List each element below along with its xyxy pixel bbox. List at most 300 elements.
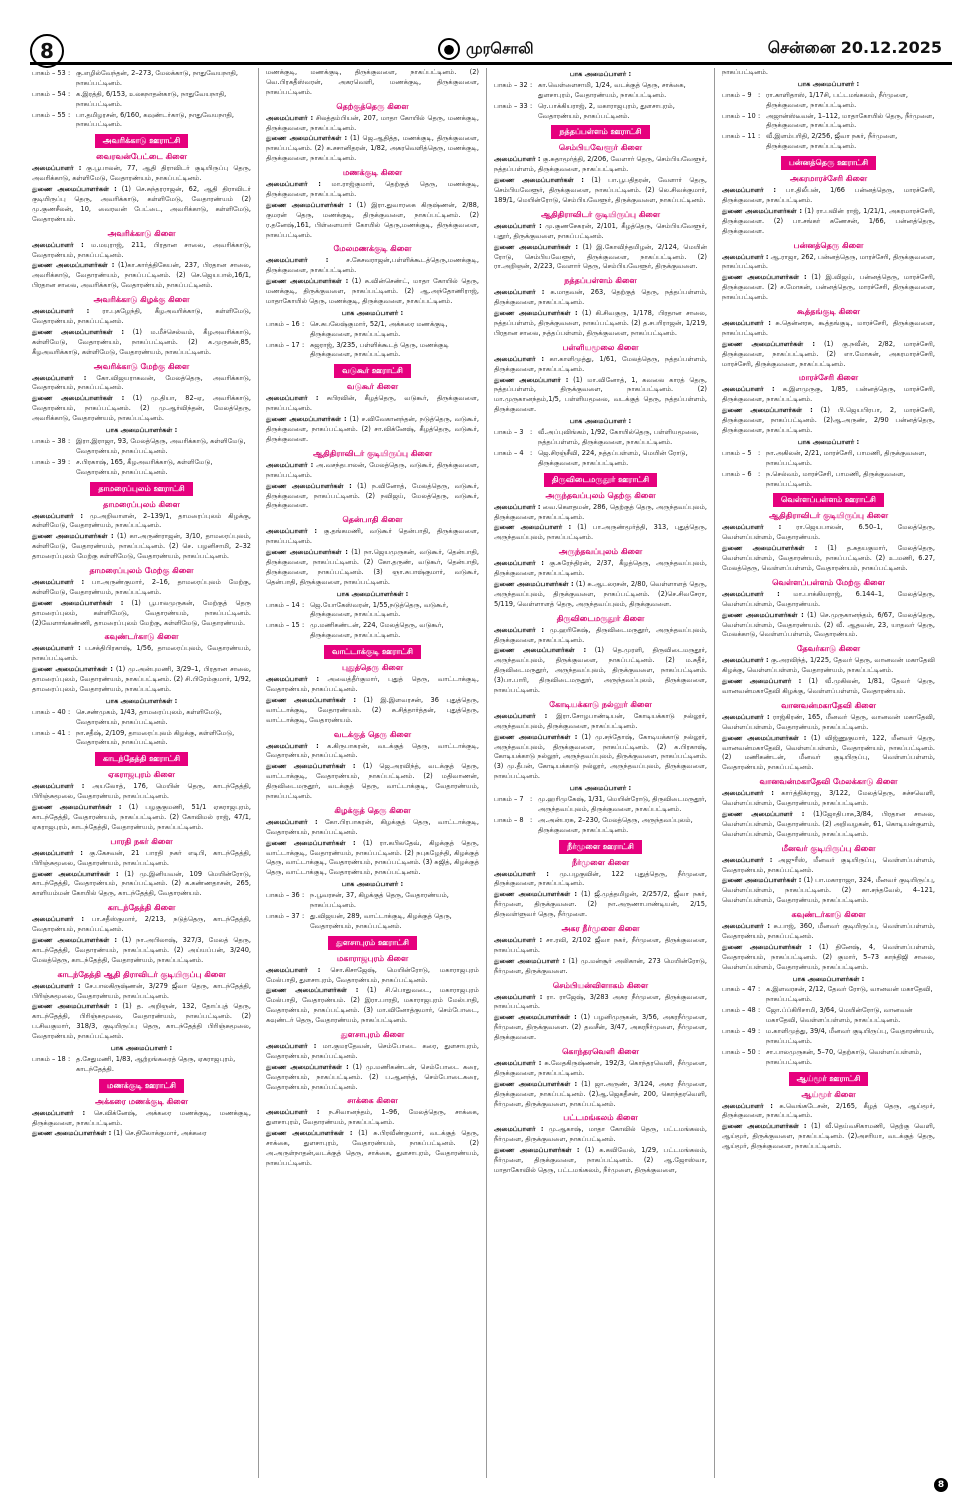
booth-details: அ.அன்பரசு, 2–230, மேலத்தெரு, அருந்தவப்புலம், திருக்குவளை, நாகப்பட்டினம். bbox=[538, 815, 693, 834]
member-details: (1) ரா.கபிலதேவ், கிழக்குத் தெரு, வாட்டாக்குடி, வேதாரண்யம், நாகப்பட்டினம். (2) நபுகழேந்தி, கிழக்குத் தெரு, வாட்டாக்குடி, வேதாரண்யம், நாகப்பட்டினம். (3) சுஜித், கிழக்குத் தெரு, வாட்டாக்குடி, வேதாரண்யம், நாகப்பட்டினம். bbox=[266, 838, 479, 877]
booth-number: பாகம் – 50 bbox=[722, 1047, 756, 1056]
role-label: அமைப்பாளர் : bbox=[722, 922, 770, 931]
column-4 bbox=[714, 68, 942, 1478]
member-entry bbox=[32, 1002, 251, 1042]
section-banner: அவரிக்காடு ஊராட்சி bbox=[95, 134, 189, 148]
separator: : bbox=[758, 1047, 761, 1056]
role-label: அமைப்பாளர் : bbox=[494, 221, 542, 230]
branch-heading: அவரிக்காடு கிளை bbox=[107, 228, 176, 238]
member-details: பா.சதீஸ்குமார், 2/213, நடுத்தெரு, காடந்தேத்தி, வேதாரண்யம், நாகப்பட்டினம். bbox=[32, 915, 251, 934]
booth-entry bbox=[494, 795, 707, 815]
member-entry bbox=[32, 936, 251, 966]
member-entry bbox=[494, 1080, 707, 1110]
separator: : bbox=[302, 891, 305, 900]
member-entry bbox=[32, 578, 251, 598]
booth-details: ரெ.பாக்கியராஜ், 2, மகாராஜபுரம், துளசாபுரம், வேதாரண்யம், நாகப்பட்டினம். bbox=[538, 101, 675, 120]
member-details: மா.பாக்கியராஜ், 6.144–1, மேலத்தெரு, வெள்ளப்பள்ளம், வேதாரண்யம். bbox=[722, 589, 935, 608]
booth-entry bbox=[722, 449, 935, 469]
member-details: சிலத்தம்பியன், 207, மாதா கோயில் தெரு, மணக்குடி, திருக்குவளை, நாகப்பட்டினம். bbox=[266, 113, 479, 132]
separator: : bbox=[68, 69, 71, 77]
member-details: கோ.பிரபாகரன், கிழக்குத் தெரு, வாட்டாக்குடி, வேதாரண்யம், நாகப்பட்டினம். bbox=[266, 817, 479, 836]
role-label: அமைப்பாளர் : bbox=[722, 712, 770, 721]
booth-details: வீ.அப்புவிங்கம், 1/92, கோயில்தெரு, பள்ளியமூலை, நத்தப்பள்ளம், திருக்குவளை, நாகப்பட்டினம். bbox=[538, 428, 699, 446]
member-entry bbox=[266, 114, 479, 134]
booth-entry bbox=[722, 1006, 935, 1026]
member-entry bbox=[722, 677, 935, 697]
separator: : bbox=[68, 728, 71, 737]
booth-details: ந.பூவரசன், 37, கிழக்குத் தெரு, வேதாரண்யம், நாகப்பட்டினம். bbox=[310, 891, 449, 909]
separator: : bbox=[68, 457, 71, 466]
member-details: ந.சிவானந்தம், 1–96, மேலத்தெரு, சாக்கை, துளசாபுரம், வேதாரண்யம், நாகப்பட்டினம். bbox=[266, 1108, 479, 1127]
member-details: சா.ரவி, 2/102 ஜீவா நகர், நீர்முளை, திருக்குவளை, நாகப்பட்டினம். bbox=[494, 936, 707, 954]
role-label: அமைப்பாளர் : bbox=[722, 589, 780, 598]
member-entry bbox=[266, 742, 479, 762]
booth-entry bbox=[494, 449, 707, 469]
group-label: பாக அமைப்பாளர் : bbox=[110, 1044, 173, 1053]
separator: : bbox=[758, 132, 761, 141]
role-label: துணை அமைப்பாளர்கள் : bbox=[32, 598, 124, 607]
booth-details: ச.பிரகாஷ், 165, கீழஅவரிக்காடு, கள்ளிமேடு, வேதாரண்யம், நாகப்பட்டினம். bbox=[76, 457, 213, 476]
member-entry bbox=[494, 712, 707, 732]
section-banner: வெள்ளப்பள்ளம் ஊராட்சி bbox=[773, 493, 884, 507]
member-entry bbox=[266, 201, 479, 241]
branch-heading: அருந்தவப்புலம் தெற்கு கிளை bbox=[545, 490, 656, 500]
role-label: துணை அமைப்பாளர்கள் : bbox=[266, 1129, 353, 1138]
role-label: அமைப்பாளர் : bbox=[494, 1059, 542, 1068]
member-details: நாகப்பட்டினம். bbox=[722, 68, 768, 76]
branch-heading: செம்பியன்விளாகம் கிளை bbox=[552, 980, 649, 990]
member-entry bbox=[722, 544, 935, 574]
section-banner: நீர்முளை ஊராட்சி bbox=[559, 840, 642, 854]
member-entry bbox=[32, 1129, 251, 1139]
booth-details: ஜோ.ப்ப்கிரிசாமி, 3/64, மெயின்ரோடு, வானவன் மகாதேவி, வெள்ளப்பள்ளம், நாகப்பட்டினம். bbox=[766, 1006, 913, 1025]
member-entry bbox=[494, 222, 707, 242]
member-details: (1) ம.மீச்செல்வம், கீழஅவரிக்காடு, கள்ளிமேடு, வேதாரண்யம், நாகப்பட்டினம். (2) க.முருகன்,85, கீழஅவரிக்காடு, கள்ளிமேடு, வேதாரண்யம், நாகப்பட்டினம். bbox=[32, 327, 251, 356]
group-label: பாக அமைப்பாளர்கள் : bbox=[792, 974, 865, 983]
member-details: (1) ச.விவேகானந்தன், நடுத்தெரு, வடுகூர், திருக்குவளை, நாகப்பட்டினம். (2) சா.விக்னேஷ், கீழத்தெரு, வடுகூர், திருக்குவளை. bbox=[266, 415, 479, 443]
role-label: துணை அமைப்பாளர்கள் : bbox=[722, 206, 802, 215]
role-label: துணை அமைப்பாளர்கள் : bbox=[32, 803, 122, 812]
branch-heading: தாமரைப்புலம் கிளை bbox=[103, 499, 180, 509]
role-label: அமைப்பாளர் : bbox=[494, 936, 543, 944]
member-details: மா.ராஜ்குமார், தெற்குத் தெரு, மணக்குடி, திருக்குவளை, நாகப்பட்டினம். bbox=[266, 180, 479, 199]
booth-number: பாகம் – 55 bbox=[32, 110, 66, 119]
member-details: சொ.கிசாஜேஷ், மெயின்ரோடு, மகாராஜபுரம் மேல்பாதி, துளசாபுரம், வேதாரண்யம், நாகப்பட்டினம். bbox=[266, 965, 479, 984]
role-label: துணை அமைப்பாளர்கள் : bbox=[32, 532, 114, 541]
member-details: (1) ஜீ.முத்தமிழன், 2/257/2, ஜீவா நகர், நீர்முளை, திருக்குவளை. (2) நா.அருணாபாண்டியன், 2/15, திருவள்ளுவர் தெரு, நீர்முளை. bbox=[494, 890, 707, 919]
separator: : bbox=[758, 1027, 761, 1036]
role-label: துணை அமைப்பாளர்கள் : bbox=[32, 1129, 112, 1138]
role-label: அமைப்பாளர் : bbox=[32, 577, 85, 586]
member-entry bbox=[32, 782, 251, 802]
separator: : bbox=[68, 436, 71, 445]
separator: : bbox=[530, 80, 533, 89]
member-details: (1) வீ.தெய்வசிகாமணி, தெற்கு வெளி, ஆய்மூர், திருக்குவளை, நாகப்பட்டினம். (2)அசரியா, வடக்குத் தெரு, ஆய்மூர், திருக்குவளை, நாகப்பட்டினம். bbox=[722, 1122, 935, 1151]
member-details: (1) ஜெ.அரவிந்த், வடக்குத் தெரு, வாட்டாக்குடி, வேதாரண்யம், நாகப்பட்டினம். (2) மதிவாணன், திருவிடைமருதூர், வடக்குத் தெரு, வாட்டாக்குடி, வேதாரண்யம், நாகப்பட்டினம். bbox=[266, 762, 479, 800]
member-entry bbox=[722, 922, 935, 942]
role-label: அமைப்பாளர் : bbox=[494, 288, 545, 297]
member-details: கு.தங்கமணி, வடுகூர் தென்பாதி, திருக்குவளை, நாகப்பட்டினம். bbox=[266, 527, 479, 546]
member-details: சு.பாஜ், 360, மீனவர் குடியிருப்பு, வெள்ளப்பள்ளம், வேதாரண்யம், நாகப்பட்டினம். bbox=[722, 922, 935, 940]
member-entry bbox=[722, 943, 935, 973]
role-label: துணை அமைப்பாளர்கள் : bbox=[722, 942, 812, 951]
member-entry bbox=[266, 256, 479, 276]
member-details: சே.பாலகிருஷ்ணன், 3/279 ஜீவா தெரு, காடந்தேத்தி, பிரிஞ்சுமூலை, வேதாரண்யம், நாகப்பட்டினம். bbox=[32, 981, 251, 1000]
member-entry bbox=[722, 186, 935, 206]
member-details: (1) பா.பூபதிதரன், வேளார் தெரு, செம்பியவேளூர், திருக்குவளை, நாகப்பட்டினம். (2) லெ.சிவக்குமார், 189/1, மெயின்ரோடு, செம்பியவேளூர், திருக்குவளை, நாகப்பட்டினம். bbox=[494, 176, 707, 205]
role-label: அமைப்பாளர் : bbox=[722, 252, 769, 261]
masthead bbox=[0, 0, 972, 64]
branch-heading: கொந்தரவெளி கிளை bbox=[562, 1047, 639, 1057]
role-label: அமைப்பாளர் : bbox=[266, 180, 321, 189]
booth-entry bbox=[32, 69, 251, 89]
member-details: (1) த.சுதயகுமார், மேலத்தெரு, வெள்ளப்பள்ளம், வேதாரண்யம், நாகப்பட்டினம். (2) உ.மணி, 6.27, மேலத்தெரு, வெள்ளப்பள்ளம், வேதாரண்யம், நாகப்பட்டினம். bbox=[722, 544, 935, 572]
member-entry bbox=[494, 243, 707, 273]
booth-entry bbox=[722, 1048, 935, 1068]
member-details: மு.அறிவாளன், 2–139/1, தாமரைப்புலம் கிழக்கு, கள்ளிமேடு, வேதாரண்யம், நாகப்பட்டினம். bbox=[32, 511, 251, 530]
booth-details: து.விஜயன், 289, வாட்டாக்குடி, கிழக்குத் தெரு, வேதாரண்யம், நாகப்பட்டினம். bbox=[310, 911, 452, 930]
member-entry bbox=[494, 870, 707, 890]
role-label: துணை அமைப்பாளர்கள் : bbox=[266, 1062, 349, 1071]
member-details: க.இளமுருகு, 1/85, பன்னத்தெரு, மாரச்சேரி, திருக்குவளை, நாகப்பட்டினம். bbox=[722, 385, 935, 404]
member-details: (1) இ.கோவிந்தமிழன், 2/124, மெயின் ரோடு, செம்பியவேளூர், திருக்குவளை, நாகப்பட்டினம். (2) ரா.அறிஞன், 2/223, வேளார் தெரு, செம்பியவேளூர், திருக்குவளை. bbox=[494, 242, 707, 271]
branch-heading: பாரதி நகர் கிளை bbox=[110, 836, 173, 846]
role-label: அமைப்பாளர் : bbox=[266, 965, 321, 974]
member-entry bbox=[266, 1108, 479, 1128]
member-entry bbox=[494, 288, 707, 308]
branch-heading: மேலமணக்குடி கிளை bbox=[333, 244, 412, 254]
booth-number: பாகம் – 4 bbox=[494, 448, 524, 457]
branch-heading: காடந்தேத்தி ஆதி திராவிடர் குடியிருப்பு கிளை bbox=[57, 969, 226, 979]
separator: : bbox=[530, 448, 533, 457]
booth-details: இரா.இராஜா, 93, மேலத்தெரு, அவரிக்காடு, கள்ளிமேடு, வேதாரண்யம், நாகப்பட்டினம். bbox=[76, 436, 246, 455]
branch-heading: நத்தப்பள்ளம் கிளை bbox=[564, 276, 637, 286]
member-details: மணக்குடி, மணக்குடி, திருக்குவளை, நாகப்பட்டினம். (2) வெ.பிரகதீஸ்வரன், அகரவெளி, மணக்குடி, திருக்குவளை, நாகப்பட்டினம். bbox=[266, 68, 479, 96]
member-entry bbox=[32, 803, 251, 833]
role-label: துணை அமைப்பாளர்கள் : bbox=[266, 838, 356, 847]
role-label: துணை அமைப்பாளர்கள் : bbox=[494, 732, 578, 741]
role-label: துணை அமைப்பாளர்கள் : bbox=[266, 548, 348, 557]
role-label: அமைப்பாளர் : bbox=[722, 186, 777, 195]
branch-heading: தெற்குத்தெரு கிளை bbox=[336, 101, 409, 111]
booth-details: வீ.இளம்பரிதி, 2/256, ஜீவா நகர், நீர்முளை, திருக்குவளை, நாகப்பட்டினம். bbox=[766, 132, 898, 151]
member-entry bbox=[722, 406, 935, 436]
separator: : bbox=[758, 985, 761, 994]
role-label: துணை அமைப்பாளர்கள் : bbox=[722, 406, 813, 415]
booth-number: பாகம் – 9 bbox=[722, 90, 752, 99]
booth-entry bbox=[722, 985, 935, 1005]
member-details: (1) கி.சிவகுரு, 1/178, பிரதான சாலை, நத்தப்பள்ளம், திருக்குவளை, நாகப்பட்டினம். (2) த.சபரிராஜன், 1/219, பிரதான சாலை, நத்தப்பள்ளம், திருக்குவளை, நாகப்பட்டினம். bbox=[494, 309, 707, 337]
booth-details: கா.வெள்ளைசாமி, 1/24, வடக்குத் தெரு, சாக்கை, துளசாபுரம், வேதாரண்யம், நாகப்பட்டினம். bbox=[538, 80, 686, 99]
member-details: க.மாதவன், 263, தெற்குத் தெரு, நத்தப்பள்ளம், திருக்குவளை, நாகப்பட்டினம். bbox=[494, 288, 707, 307]
role-label: அமைப்பாளர் : bbox=[266, 113, 314, 122]
booth-entry bbox=[722, 132, 935, 152]
role-label: அமைப்பாளர் : bbox=[266, 256, 329, 265]
section-banner: வாட்டாக்குடி ஊராட்சி bbox=[324, 645, 421, 659]
booth-number: பாகம் – 32 bbox=[494, 80, 528, 89]
role-label: அமைப்பாளர் : bbox=[32, 240, 84, 249]
member-details: (1) பழகுகுமணி, 51/1 ஏகராஜபுரம், காடந்தேத்தி, வேதாரண்யம், நாகப்பட்டினம். (2) கோவிமல் ராஜ், 47/1, ஏகராஜபுரம், காடந்தேத்தி, வேதாரண்யம், நாகப்பட்டினம். bbox=[32, 803, 251, 831]
member-entry bbox=[722, 611, 935, 641]
role-label: துணை அமைப்பாளர்கள் : bbox=[266, 762, 356, 771]
role-label: அமைப்பாளர் : bbox=[266, 1108, 320, 1117]
member-entry bbox=[32, 665, 251, 695]
member-details: (1) சி.பொதுவடை, மகாராஜபுரம் மேல்பாதி, வேதாரண்யம். (2) இரா.பாரதி, மகாராஜபுரம் மேல்பாதி, வேதாரண்யம், நாகப்பட்டினம். (3) மா.வினோத்குமார், செம்போடை, கவுண்டர் தெரு, வேதாரண்யம், நாகப்பட்டினம். bbox=[266, 986, 479, 1025]
member-details: (1) மு.மன்சூர் அலிகான், 273 மெயின்ரோடு, நீர்முளை, திருக்குவளை. bbox=[494, 956, 707, 975]
branch-heading: பன்னத்தெரு கிளை bbox=[793, 240, 864, 250]
branch-heading: மீனவர் குடியிருப்பு கிளை bbox=[781, 843, 876, 853]
branch-heading: வடக்குத் தெரு கிளை bbox=[333, 729, 412, 739]
booth-details: த.சேதுமணி, 1/83, ஆற்றங்கரைத் தெரு, ஏகராஜபுரம், காடந்தேத்தி. bbox=[76, 1054, 236, 1073]
role-label: அமைப்பாளர் : bbox=[32, 782, 85, 791]
member-entry bbox=[266, 966, 479, 986]
role-label: துணை அமைப்பாளர்கள் : bbox=[494, 890, 578, 899]
role-label: அமைப்பாளர் : bbox=[266, 394, 319, 403]
booth-details: மு.மணிகண்டன், 224, மேலத்தெரு, வடுகூர், திருக்குவளை, நாகப்பட்டினம். bbox=[310, 621, 444, 640]
member-details: (1) செ.முருகானந்தம், 6/67, மேலத்தெரு, வெள்ளப்பள்ளம், வேதாரண்யம். (2) வீ. ஆதவன், 23, யாதவர் தெரு, மேலக்காடு, வெள்ளப்பள்ளம், வேதாரண்யம். bbox=[722, 610, 935, 639]
member-details: (1) ரா.பவின் ராஜ், 1/21/1, அகரமாரச்சேரி, திருக்குவளை. (2) பா.சங்கர் கணேசன், 1/66, பன்னத்தெரு, திருக்குவளை. bbox=[722, 206, 935, 235]
member-details: செ.விக்னேஷ், அக்கரை மணக்குடி, மணக்குடி, திருக்குவளை, நாகப்பட்டினம். bbox=[32, 1108, 251, 1127]
member-entry bbox=[722, 1122, 935, 1152]
member-entry bbox=[266, 818, 479, 838]
member-details: ஆ.ராஜா, 262, பன்னத்தெரு, மாரச்சேரி, திருக்குவளை, நாகப்பட்டினம். bbox=[722, 252, 935, 271]
booth-number: பாகம் – 7 bbox=[494, 794, 524, 803]
member-details: கு.கேசவன், 21 பாரதி நகர் எடிபி, காடந்தேத்தி, பிரிஞ்சுமூலை, வேதாரண்யம், நாகப்பட்டினம். bbox=[32, 848, 251, 867]
member-details: கு.பூபாலன், 77, ஆதி திராவிடர் குடியிருப்பு தெரு, அவரிக்காடு, கள்ளிமேடு, வேதாரண்யம், நாகப்பட்டினம். bbox=[32, 164, 251, 183]
member-entry bbox=[722, 876, 935, 906]
header-rule bbox=[30, 62, 952, 65]
member-entry bbox=[266, 986, 479, 1026]
role-label: அமைப்பாளர் : bbox=[266, 675, 319, 684]
booth-number: பாகம் – 41 bbox=[32, 728, 66, 737]
member-details: காா்த்திக்ராஜ, 3/122, மேலத்தெரு, சுச்சவெளி, வெள்ளப்பள்ளம், வேதாரண்யம், நாகப்பட்டினம். bbox=[722, 789, 935, 808]
member-details: அ.வசந்தபாலன், மேலத்தெரு, வடுகூர், திருக்குவளை, நாகப்பட்டினம். bbox=[266, 460, 479, 479]
booth-entry bbox=[32, 1055, 251, 1075]
member-entry bbox=[722, 319, 935, 339]
member-details: (1) மு.அன்புமணி, 3/29–1, பிரதான சாலை, தாமரைப்புலம், வேதாரண்யம், நாகப்பட்டினம். (2) சி.பிரேம்குமார், 1/92, தாமரைப்புலம், வேதாரண்யம், நாகப்பட்டினம். bbox=[32, 665, 251, 693]
branch-heading: நீர்முளை கிளை bbox=[571, 857, 630, 867]
role-label: துணை அமைப்பாளர்கள் : bbox=[32, 869, 119, 878]
member-details: சு.வேதகிருஷ்ணன், 192/3, கொந்தரவெளி, நீர்முளை, திருக்குவளை, நாகப்பட்டினம். bbox=[494, 1059, 707, 1077]
member-entry bbox=[494, 1059, 707, 1079]
role-label: அமைப்பாளர் : bbox=[32, 848, 83, 857]
booth-entry bbox=[32, 90, 251, 110]
branch-heading: ஆதிதிராவிடர் குடியிருப்பு கிளை bbox=[768, 511, 889, 521]
role-label: அமைப்பாளர் : bbox=[266, 527, 317, 536]
booth-details: கு.எழில்வேந்தன், 2–273, மேலக்காடு, நாதுவேயநாதி, நாகப்பட்டினம். bbox=[76, 69, 239, 87]
role-label: துணை அமைப்பாளர்கள் : bbox=[722, 1122, 807, 1131]
booth-number: பாகம் – 17 bbox=[266, 340, 300, 349]
separator: : bbox=[68, 1054, 71, 1063]
role-label: அமைப்பாளர் : bbox=[722, 319, 771, 328]
member-entry bbox=[266, 839, 479, 879]
booth-details: மு.ஹரிமுகேஷ், 1/31, மெயின்ரோடு, திருவிடைமருதூர், அருந்தவப்புலம், திருக்குவளை, நாகப்பட்டினம். bbox=[538, 794, 707, 813]
member-details: (1) க.கவிவேல், 1/29, பட்டமங்கலம், நீர்முளை, திருக்குவளை, நாகப்பட்டினம். (2) ஆ.ஜோஸ்வா, மாதாகோவில் தெரு, பட்டமங்கலம், நீர்முளை, திருக்குவளை, bbox=[494, 1146, 707, 1175]
booth-number: பாகம் – 10 bbox=[722, 111, 756, 120]
member-entry bbox=[494, 957, 707, 977]
member-details: (1) கா.அருண்ராஜன், 3/10, தாமரைப்புலம், கள்ளிமேடு, வேதாரண்யம், நாகப்பட்டினம். (2) செ. பழனிசாமி, 2–32 தாமரைப்புலம் மேற்கு கள்ளிமேடு, வேதாரண்யம், நாகப்பட்டினம். bbox=[32, 532, 251, 561]
member-details: ம.மயுராஜ், 211, பிரதான சாலை, அவரிக்காடு, வேதாரண்யம், நாகப்பட்டினம். bbox=[32, 240, 251, 259]
member-entry bbox=[494, 155, 707, 175]
separator: : bbox=[302, 340, 305, 349]
section-banner: காடந்தேத்தி ஊராட்சி bbox=[95, 752, 188, 766]
branch-heading: தாமரைப்புலம் மேற்கு கிளை bbox=[89, 565, 194, 575]
booth-number: பாகம் – 14 bbox=[266, 600, 300, 609]
member-details: (1) நா.ஜெயமுருகன், வடுகூர், தென்பாதி, திருக்குவளை, நாகப்பட்டினம். (2) கோ.தருண், வடுகூர், தென்பாதி, திருக்குவளை, நாகப்பட்டினம். (3) ஞா.சுபாஷ்குமார், வடுகூர், தென்பாதி, திருக்குவளை, நாகப்பட்டினம். bbox=[266, 548, 479, 586]
branch-heading: வானவன்மகாதேவி மேலக்காடு கிளை bbox=[759, 777, 898, 787]
role-label: அமைப்பாளர் : bbox=[32, 1108, 86, 1117]
separator: : bbox=[530, 101, 533, 110]
member-entry bbox=[494, 890, 707, 920]
member-details: (1) மு.தியா, 82–ஏ, அவரிக்காடு, வேதாரண்யம், நாகப்பட்டினம். (2) மு.ஆர்விந்தன், மேலத்தெரு, அவரிக்காடு, வேதாரண்யம், நாகப்பட்டினம். bbox=[32, 394, 251, 423]
section-banner: வடுகூர் ஊராட்சி bbox=[334, 364, 411, 378]
member-entry bbox=[494, 523, 707, 543]
booth-number: பாகம் – 39 bbox=[32, 457, 66, 466]
member-entry bbox=[32, 164, 251, 184]
booth-number: பாகம் – 49 bbox=[722, 1027, 756, 1036]
branch-heading: வெள்ளப்பள்ளம் மேற்கு கிளை bbox=[772, 577, 885, 587]
member-details: (1) மா.வினோத், 1, கவலை காரத் தெரு, நத்தப்பள்ளம், திருக்குவளை, நாகப்பட்டினம். (2) மா.முருகானந்தம்,1/5, பள்ளியமூலை, வடக்குத் தெரு, நத்தப்பள்ளம், திருக்குவளை. bbox=[494, 375, 707, 414]
section-banner: ஆய்மூர் ஊராட்சி bbox=[789, 1072, 869, 1086]
booth-number: பாகம் – 33 bbox=[494, 101, 528, 110]
member-details: (1)ஜோதிபாசு,3/84, பிரதான சாலை, வெள்ளப்பள்ளம், வேதாரண்யம். (2) அறிவழகன், 61, கொடியன்குளம், வெள்ளப்பள்ளம், வேதாரண்யம், நாகப்பட்டினம். bbox=[722, 809, 935, 838]
member-details: (1) மு.மணிகண்டன், செம்போடை கரை, வேதாரண்யம், நாகப்பட்டினம். (2) ப.ஆனந்த், செம்போடைகரை, வேதாரண்யம், நாகப்பட்டினம். bbox=[266, 1062, 479, 1091]
role-label: துணை அமைப்பாளர் : bbox=[722, 677, 802, 686]
member-details: (1) இரா.துவாரகை கிருஷ்ணன், 2/88, குமரன் தெரு, மணக்குடி, திருக்குவளை, நாகப்பட்டினம். (2) ர.தனேஷ்,161, பிள்ளையார் கோயில் தெரு,மணக்குடி, திருக்குவளை, நாகப்பட்டினம். bbox=[266, 200, 479, 239]
booth-details: சுஜராஜ், 3/235, பள்ளிக்கூடத் தெரு, மணக்குடி திருக்குவளை, நாகப்பட்டினம். bbox=[310, 340, 449, 359]
member-entry bbox=[494, 646, 707, 695]
role-label: அமைப்பாளர் : bbox=[32, 511, 84, 520]
role-label: அமைப்பாளர் : bbox=[722, 385, 775, 394]
branch-heading: துளசாபுரம் கிளை bbox=[340, 1030, 405, 1040]
member-details: கு.சுதாமூர்த்தி, 2/206, வேளார் தெரு, செம்பியவேளூர், நத்தப்பள்ளம், திருக்குவளை, நாகப்பட்டினம். bbox=[494, 155, 707, 174]
member-entry bbox=[494, 993, 707, 1013]
group-label: பாக அமைப்பாளர் : bbox=[569, 417, 632, 426]
branch-heading: மணக்குடி கிளை bbox=[342, 168, 403, 178]
member-entry bbox=[494, 936, 707, 956]
booth-entry bbox=[32, 729, 251, 749]
role-label: அமைப்பாளர் : bbox=[32, 981, 81, 990]
member-entry bbox=[266, 762, 479, 802]
booth-entry bbox=[32, 458, 251, 478]
booth-entry bbox=[722, 112, 935, 132]
booth-entry bbox=[32, 437, 251, 457]
member-details: (1) வீ.முகிலன், 1/81, தேவர் தெரு, வானவன்மகாதேவி கிழக்கு, வெள்ளப்பள்ளம், வேதாரண்யம். bbox=[722, 677, 935, 695]
member-details: (1) நா.அபிலாஷ், 327/3, மேலத் தெரு, காடந்தேத்தி, வேதாரண்யம், நாகப்பட்டினம். (2) அய்யப்பன், 3/240, மேலத்தெரு, காடந்தேத்தி, வேதாரண்யம், நாகப்பட்டினம். bbox=[32, 936, 251, 964]
role-label: அமைப்பாளர் : bbox=[32, 373, 87, 382]
member-entry bbox=[266, 180, 479, 200]
booth-entry bbox=[722, 91, 935, 111]
member-entry bbox=[494, 1125, 707, 1145]
member-details: (1) பா.மகாராஜா, 324, மீனவர் குடியிருப்பு, வெள்ளப்பள்ளம், நாகப்பட்டினம். (2) கா.சந்தவேல், 4–121, வெள்ளப்பள்ளம், வேதாரண்யம், நாகப்பட்டினம். bbox=[722, 876, 935, 905]
separator: : bbox=[302, 911, 305, 920]
member-details: (1) இ.இளவரசன், 36 புதுத்தெரு, வாட்டாக்குடி, வேதாரண்யம். (2) சு.சித்தார்த்தன், புதுத்தெரு, வாட்டாக்குடி, வேதாரண்யம். bbox=[266, 695, 479, 724]
separator: : bbox=[68, 89, 71, 98]
booth-entry bbox=[266, 320, 479, 340]
member-entry bbox=[266, 1129, 479, 1169]
role-label: துணை அமைப்பாளர் : bbox=[494, 375, 569, 384]
member-details: (1) சு.வின்செண்ட், மாதா கோயில் தெரு, மணக்குடி, திருக்குவளை, நாகப்பட்டினம். (2) ஆ.அந்தோணிராஜ், மாதாகோயில் தெரு, மணக்குடி, திருக்குவளை, நாகப்பட்டினம். bbox=[266, 277, 479, 306]
branch-heading: தென்பாதி கிளை bbox=[342, 515, 403, 525]
booth-entry bbox=[494, 102, 707, 122]
role-label: அமைப்பாளர் : bbox=[266, 460, 314, 469]
member-entry bbox=[722, 273, 935, 303]
booth-details: ரா.காளிதாஸ், 1/17சி, பட்டமங்கலம், நீர்முளை, திருக்குவளை, நாகப்பட்டினம். bbox=[766, 90, 909, 109]
branch-heading: மாரச்சேரி கிளை bbox=[798, 373, 859, 383]
page-number-badge: 8 bbox=[30, 34, 64, 68]
member-entry bbox=[722, 1102, 935, 1122]
section-banner: துளசாபுரம் ஊராட்சி bbox=[328, 936, 417, 950]
branch-heading: அகரமாரச்சேரி கிளை bbox=[789, 174, 868, 184]
role-label: அமைப்பாளர் : bbox=[494, 354, 545, 363]
role-label: துணை அமைப்பாளர்கள் : bbox=[494, 176, 584, 185]
member-entry bbox=[32, 849, 251, 869]
member-entry bbox=[32, 512, 251, 532]
member-details: (1) பூபாலமுருகன், மேற்குத் தெரு தாமரைப்புலம், கள்ளிமேடு, வேதாரண்யம், நாகப்பட்டினம். (2)வேளாங்கண்ணி, தாமரைப்புலம் மேற்கு, கள்ளிமேடு, வேதாரண்யம். bbox=[32, 598, 251, 627]
booth-number: பாகம் – 54 bbox=[32, 89, 66, 98]
branch-heading: ஆதிதிராவிடர் குடியிருப்பு கிளை bbox=[312, 448, 433, 458]
booth-details: அஜான்ஸ்டீவன், 1–112, மாதாகோயில் தெரு, நீர்முளை, திருக்குவளை, நாகப்பட்டினம். bbox=[766, 111, 935, 130]
member-entry bbox=[494, 376, 707, 416]
member-entry bbox=[266, 415, 479, 445]
member-entry bbox=[266, 675, 479, 695]
booth-entry bbox=[266, 601, 479, 621]
member-details: (1) செ.திலோக்குமார், அக்கரை bbox=[113, 1129, 207, 1138]
column-2 bbox=[258, 68, 486, 1478]
member-details: அயலோத், 176, மெயின் தெரு, காடந்தேத்தி, பிரிஞ்சுமூலை, வேதாரண்யம், நாகப்பட்டினம். bbox=[32, 782, 251, 801]
role-label: துணை அமைப்பாளர்கள் : bbox=[494, 1079, 578, 1088]
member-details: (1) சு.பிரவீண்குமார், வடக்குத் தெரு, சாக்கை, துளசாபுரம், வேதாரண்யம், நாகப்பட்டினம். (2) அ.அருள்நாதன்,வடக்குத் தெரு, சாக்கை, துளசாபுரம், வேதாரண்யம், நாகப்பட்டினம். bbox=[266, 1129, 479, 1167]
booth-entry bbox=[266, 912, 479, 932]
member-details: (1) கு.நவீன், 2/82, மாரச்சேரி, திருக்குவளை, நாகப்பட்டினம். (2) எா.மோகன், அகரமாரச்சேரி, மாரச்சேரி, திருக்குவளை, நாகப்பட்டினம். bbox=[722, 339, 935, 368]
member-entry bbox=[494, 176, 707, 206]
member-details: மு.பழகுவின், 122 புதுத்தெரு, நீர்முளை, திருக்குவளை, நாகப்பட்டினம். bbox=[494, 869, 707, 888]
member-details: பா.திலீபன், 1/66 பன்னத்தெரு, மாரச்சேரி, திருக்குவளை, நாகப்பட்டினம். bbox=[722, 186, 935, 205]
member-details: (1) ஜா.அருண், 3/124, அகர நீர்முளை, திருக்குவளை, நாகப்பட்டினம். (2)ஆ.ஜெகதீசன், 200, கொந்தரவெளி, நீர்முளை, திருக்குவளை, நாகப்பட்டினம். bbox=[494, 1079, 707, 1108]
member-details: கு.சுரேந்திரன், 2/37, கீழத்தெரு, அருந்தவப்புலம், திருக்குவளை, நாகப்பட்டினம். bbox=[494, 559, 707, 578]
member-entry bbox=[722, 340, 935, 370]
branch-heading: பட்டமங்கலம் கிளை bbox=[563, 1113, 638, 1123]
member-details: சு.தென்னரசு, கூத்தங்குடி, மாரச்சேரி, திருக்குவளை, நாகப்பட்டினம். bbox=[722, 319, 935, 337]
booth-entry bbox=[32, 708, 251, 728]
member-details: கா.காளிமுத்து, 1/61, மேலத்தெரு, நத்தப்பள்ளம், திருக்குவளை, நாகப்பட்டினம். bbox=[494, 354, 707, 373]
member-entry bbox=[266, 68, 479, 98]
separator: : bbox=[68, 110, 71, 119]
group-label: பாக அமைப்பாளர் : bbox=[569, 784, 632, 793]
branch-heading: பள்ளியமூலை கிளை bbox=[562, 342, 639, 352]
member-entry bbox=[266, 134, 479, 164]
member-details: (1) தெ.முரளி, திருவிடைமருதூர், அருந்தவப்புலம், திருக்குவளை, நாகப்பட்டினம். (2) ம.சுதீர், திருவிடைமருதூர், அருந்தவப்புலம், திருக்குவளை, நாகப்பட்டினம். (3)பா.பாரி, திருவிடைமருதூர், அருந்தவப்புலம், திருக்குவளை, நாகப்பட்டினம். bbox=[494, 646, 707, 694]
booth-details: நா.அகிலன், 2/21, மாரச்சேரி, பாமணி, திருக்குவளை, நாகப்பட்டினம். bbox=[766, 448, 927, 467]
member-entry bbox=[266, 482, 479, 512]
member-details: (1) த. அறிஞன், 132, தோப்புத் தெரு, காடந்தேத்தி, பிரிஞ்சுமூலை, வேதாரண்யம், நாகப்பட்டினம். (2) ப.சிவகுமார், 318/3, குடியிருப்பு தெரு, காடந்தேத்தி பிரிஞ்சுமூலை, வேதாரண்யம், நாகப்பட்டினம். bbox=[32, 1002, 251, 1041]
member-entry bbox=[32, 307, 251, 327]
member-entry bbox=[722, 68, 935, 78]
member-details: (1) செ.சுந்தரராஜன், 62, ஆதி திராவிடர் குடியிருப்பு தெரு, அவரிக்காடு, கள்ளிமேடு, வேதாரண்யம் (2) மு.குணசீலன், 10, வைரவன் பேட்டை, அவரிக்காடு, கள்ளிமேடு, வேதாரண்யம். bbox=[32, 185, 251, 223]
member-entry bbox=[32, 644, 251, 664]
member-details: மு.குணசேகரன், 2/101, கீழத்தெரு, செம்பியவேளூர், புதூர், திருக்குவளை, நாகப்பட்டினம். bbox=[494, 221, 707, 240]
role-label: அமைப்பாளர் : bbox=[494, 625, 545, 634]
member-entry bbox=[494, 1146, 707, 1176]
member-entry bbox=[722, 590, 935, 610]
branch-heading: சாக்கை கிளை bbox=[347, 1096, 398, 1106]
separator: : bbox=[758, 469, 761, 478]
member-details: வை.கௌதமன், 286, தெற்குத் தெரு, அருந்தவப்புலம், திருக்குவளை, நாகப்பட்டினம். bbox=[494, 502, 707, 521]
member-details: ரா.புகழேந்தி, கீழஅவரிக்காடு, கள்ளிமேடு, வேதாரண்யம், நாகப்பட்டினம். bbox=[32, 307, 251, 326]
member-entry bbox=[722, 713, 935, 733]
booth-entry bbox=[722, 1027, 935, 1047]
branch-heading: கோடியக்காடு நல்லூர் கிளை bbox=[549, 699, 652, 709]
